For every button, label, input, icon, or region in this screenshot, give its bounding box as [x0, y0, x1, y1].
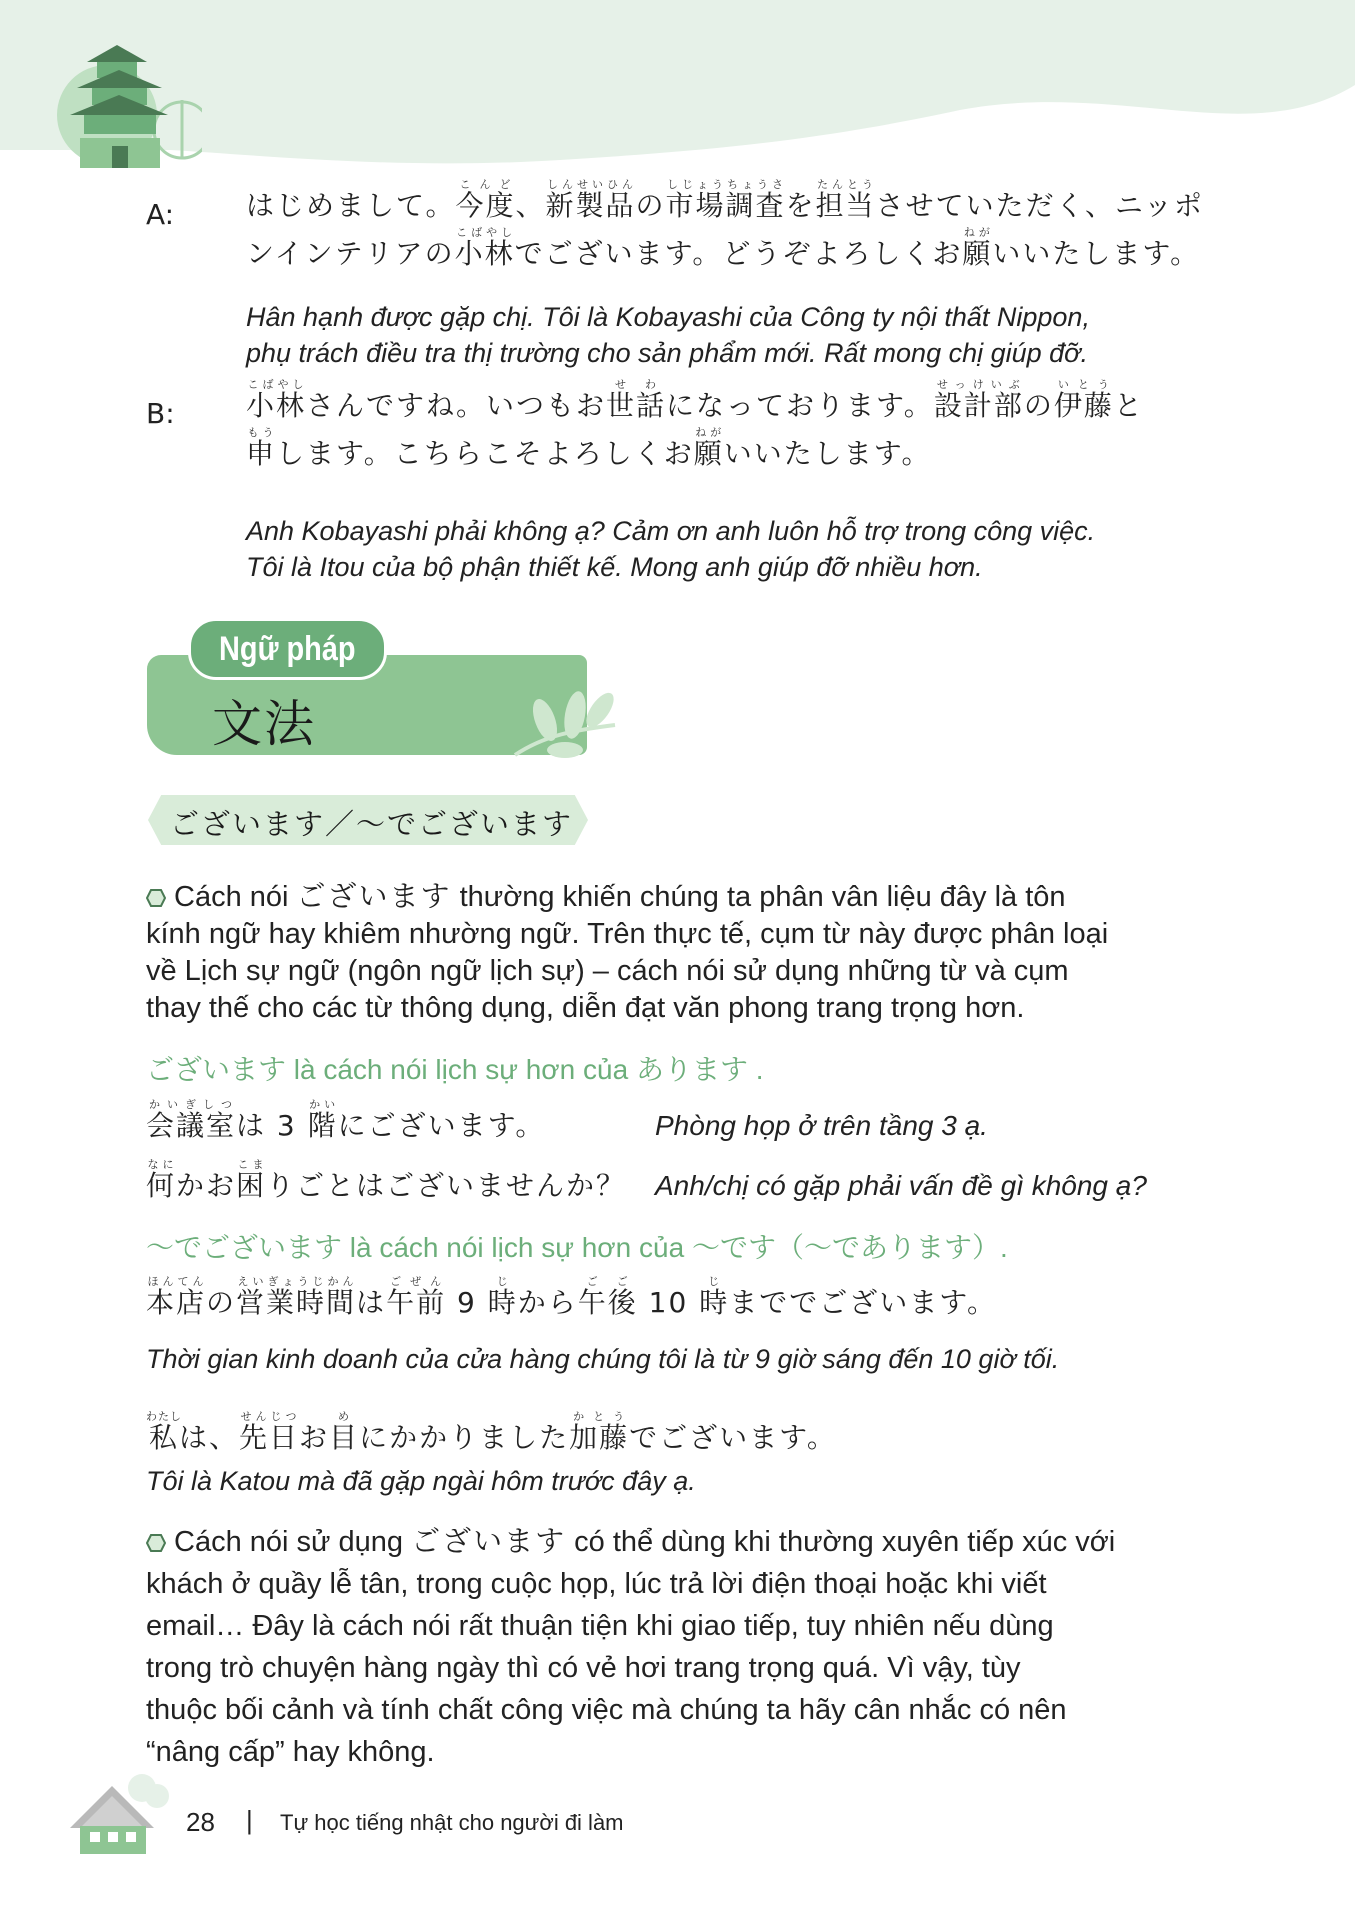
page-number: 28: [186, 1807, 215, 1837]
example-4-vi: Tôi là Katou mà đã gặp ngài hôm trước đây ạ.: [146, 1466, 696, 1496]
ja-text: にかかりました: [359, 1421, 570, 1454]
ruby-word: 願ねが: [962, 226, 993, 270]
ja-text: は、: [179, 1421, 240, 1454]
ja-text: ンインテリアの: [246, 237, 455, 270]
example-3-ja: [146, 1275, 997, 1329]
rule-2: ～でございます là cách nói lịch sự hơn của ～です（～であります）.: [146, 1232, 1008, 1263]
p1-term: ございます: [296, 879, 452, 913]
p1-line2: kính ngữ hay khiêm nhường ngữ. Trên thực tế, cụm từ này được phân loại: [146, 918, 1109, 950]
ruby-word: 小林こばやし: [454, 226, 515, 270]
dialogue-b-ja-line1: [246, 378, 1144, 432]
ruby-word: 今度こんど: [455, 178, 516, 222]
dialogue-a-vi-line1: Hân hạnh được gặp chị. Tôi là Kobayashi của Công ty nội thất Nippon,: [246, 302, 1090, 332]
example-1-vi: Phòng họp ở trên tầng 3 ạ.: [655, 1110, 988, 1141]
ruby-word: 新製品しんせいひん: [545, 178, 636, 222]
ruby-word: 伊藤いとう: [1053, 378, 1114, 422]
dialogue-b-vi-line1: Anh Kobayashi phải không ạ? Cảm ơn anh luôn hỗ trợ trong công việc.: [246, 516, 1096, 546]
ruby-word: 先日せんじつ: [239, 1410, 300, 1454]
ruby-word: 時じ: [487, 1275, 518, 1319]
ruby-word: 何なに: [146, 1158, 177, 1202]
ja-text: と: [1113, 389, 1144, 422]
example-3-vi: Thời gian kinh doanh của cửa hàng chúng tôi là từ 9 giờ sáng đến 10 giờ tối.: [146, 1344, 1060, 1374]
p1-line3: về Lịch sự ngữ (ngôn ngữ lịch sự) – cách nói sử dụng những từ và cụm: [146, 955, 1069, 987]
dialogue-b-ja-line2: [246, 426, 932, 480]
ruby-word: 本店ほんてん: [146, 1275, 207, 1319]
ja-text: はじめまして。: [246, 189, 456, 222]
dialogue-a-ja-line2: [246, 226, 1200, 280]
p1-line4: thay thế cho các từ thông dụng, diễn đạt văn phong trang trọng hơn.: [146, 992, 1025, 1024]
p2-term: ございます: [411, 1524, 567, 1558]
speaker-b-label: B:: [146, 397, 175, 430]
ja-text: お: [299, 1421, 330, 1454]
ruby-word: 小林こばやし: [246, 378, 307, 422]
book-title: Tự học tiếng nhật cho người đi làm: [280, 1810, 624, 1835]
ruby-word: 時じ: [699, 1275, 730, 1319]
ruby-word: 私わたし: [146, 1410, 182, 1454]
ja-text: の: [206, 1286, 237, 1319]
ruby-word: 申もう: [246, 426, 277, 470]
ruby-word: 加藤かとう: [569, 1410, 630, 1454]
ja-text: りごとはございませんか？: [266, 1169, 627, 1202]
ja-text: は 3: [236, 1109, 308, 1142]
example-2-vi: Anh/chị có gặp phải vấn đề gì không ạ?: [655, 1170, 1147, 1201]
ruby-word: 午前ごぜん: [386, 1275, 447, 1319]
ja-text: は: [356, 1286, 387, 1319]
ja-text: かお: [176, 1169, 237, 1202]
rule-1: ございます là cách nói lịch sự hơn của あります .: [146, 1054, 764, 1085]
speaker-a-label: A:: [146, 198, 175, 231]
ja-text: さんですね。いつもお: [306, 389, 607, 422]
paragraph-2: [146, 1520, 1189, 1773]
ja-text: 9: [446, 1286, 488, 1319]
ja-text: にございます。: [337, 1109, 546, 1142]
dialogue-a-ja-line1: [246, 178, 1204, 232]
ja-text: でございます。: [629, 1421, 837, 1454]
p2-line3: email… Đây là cách nói rất thuận tiện khi giao tiếp, tuy nhiên nếu dùng: [146, 1610, 1054, 1642]
dialogue-a-vi-line2: phụ trách điều tra thị trường cho sản phẩm mới. Rất mong chị giúp đỡ.: [246, 338, 1088, 368]
house-icon: [62, 1768, 172, 1858]
ja-text: を: [785, 189, 816, 222]
ruby-word: 営業時間えいぎょうじかん: [236, 1275, 357, 1319]
example-2-ja: [146, 1158, 626, 1212]
p2-line5: thuộc bối cảnh và tính chất công việc mà chúng ta hãy cân nhắc có nên: [146, 1694, 1067, 1726]
ruby-word: 階かい: [307, 1098, 338, 1142]
example-1-ja: [146, 1098, 545, 1152]
p1-text-a: Cách nói: [174, 881, 297, 913]
paragraph-1: [146, 878, 1189, 1027]
ja-text: の: [1023, 389, 1054, 422]
ja-text: します。こちらこそよろしくお: [276, 437, 694, 470]
p2-line4: trong trò chuyện hàng ngày thì có vẻ hơi trang trọng quá. Vì vậy, tùy: [146, 1652, 1021, 1684]
ruby-word: 市場調査しじょうちょうさ: [665, 178, 786, 222]
section-tag-label: Ngữ pháp: [219, 629, 356, 668]
ja-text: になっております。: [666, 389, 934, 422]
ruby-word: 会議室かいぎしつ: [146, 1098, 237, 1142]
ja-text: まででございます。: [729, 1286, 997, 1319]
hexagon-bullet-icon: [146, 889, 166, 907]
ja-text: 、: [515, 189, 546, 222]
castle-icon: [52, 40, 202, 175]
ja-text: から: [517, 1286, 578, 1319]
ja-text: いいたします。: [992, 237, 1201, 270]
p1-text-c: thường khiến chúng ta phân vân liệu đây là tôn: [451, 881, 1066, 913]
section-title: 文法: [212, 695, 316, 753]
dialogue-b-vi-line2: Tôi là Itou của bộ phận thiết kế. Mong anh giúp đỡ nhiều hơn.: [246, 552, 983, 582]
ja-text: の: [635, 189, 666, 222]
p2-text-c: có thể dùng khi thường xuyên tiếp xúc với: [566, 1526, 1116, 1558]
ruby-word: 担当たんとう: [815, 178, 876, 222]
example-4-ja: [146, 1410, 837, 1464]
footer-separator: |: [246, 1805, 253, 1835]
leaf-icon: [505, 675, 625, 770]
ja-text: いいたします。: [723, 437, 932, 470]
ja-text: でございます。どうぞよろしくお: [514, 237, 963, 270]
ja-text: させていただく、ニッポ: [875, 189, 1204, 222]
ruby-word: 困こま: [236, 1158, 267, 1202]
p2-line2: khách ở quầy lễ tân, trong cuộc họp, lúc trả lời điện thoại hoặc khi viết: [146, 1568, 1047, 1600]
p2-text-a: Cách nói sử dụng: [174, 1526, 412, 1558]
header-wave: [0, 0, 1355, 170]
ruby-word: 願ねが: [693, 426, 724, 470]
ruby-word: 目め: [329, 1410, 360, 1454]
ja-text: 10: [637, 1286, 700, 1319]
grammar-heading: ございます／～でございます: [170, 807, 574, 841]
ruby-word: 午後ごご: [577, 1275, 638, 1319]
section-tag: [188, 618, 387, 680]
ruby-word: 設計部せっけいぶ: [933, 378, 1024, 422]
p2-line6: “nâng cấp” hay không.: [146, 1736, 435, 1768]
ruby-word: 世話せわ: [606, 378, 667, 422]
hexagon-bullet-icon: [146, 1534, 166, 1552]
